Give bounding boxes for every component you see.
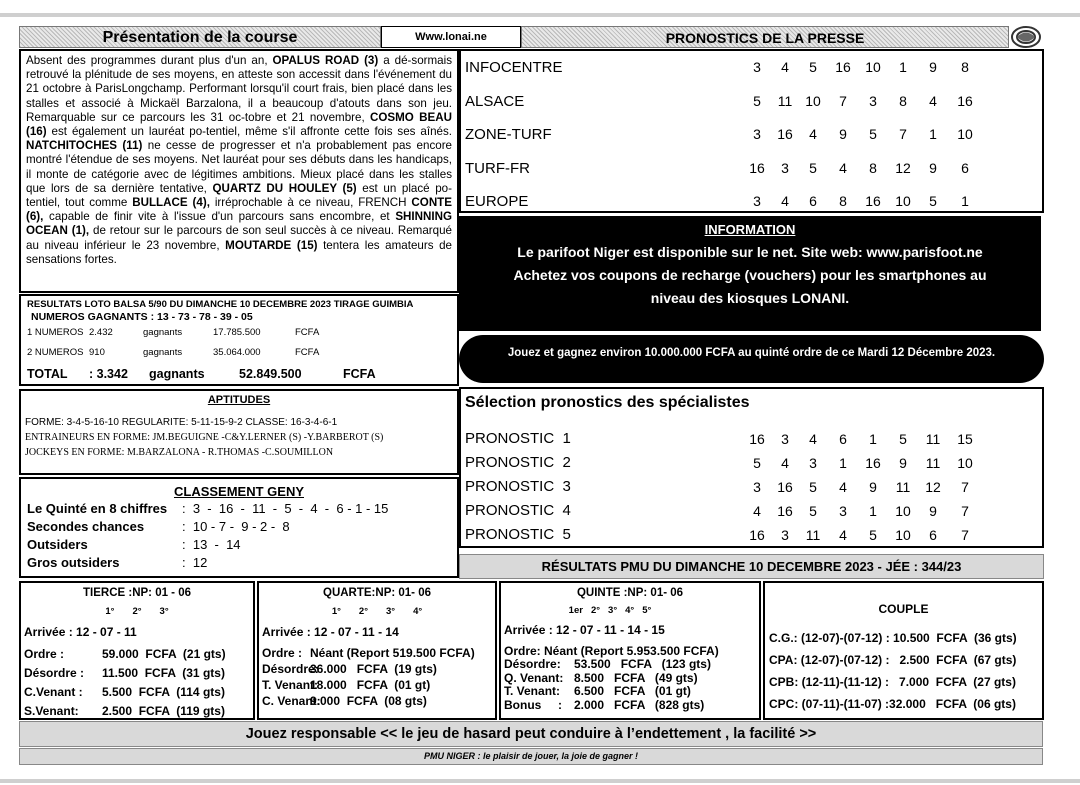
- specialist-row: [465, 451, 1038, 475]
- aptitudes-line-forme: FORME: 3-4-5-16-10 REGULARITE: 5-11-15-9-2 CLASSE: 16-3-4-6-1: [25, 417, 338, 428]
- press-title: PRONOSTICS DE LA PRESSE: [665, 30, 865, 46]
- loto-cur: FCFA: [295, 327, 320, 338]
- presentation-text: [26, 54, 452, 267]
- result-row: [504, 685, 756, 699]
- press-number: 3: [753, 126, 761, 142]
- result-row: [262, 677, 492, 693]
- specialist-row: [465, 475, 1038, 499]
- specialist-number: 3: [839, 503, 847, 519]
- quinte-places: [504, 601, 716, 621]
- loto-box: [19, 294, 459, 386]
- loto-title: RESULTATS LOTO BALSA 5/90 DU DIMANCHE 10 DECEMBRE 2023 TIRAGE GUIMBIA: [27, 299, 414, 310]
- press-number: 16: [865, 193, 881, 209]
- loto-label: 2 NUMEROS: [27, 347, 84, 358]
- loto-rows: [27, 323, 451, 385]
- specialist-number: 9: [869, 479, 877, 495]
- press-number: 16: [777, 126, 793, 142]
- specialists-box: [459, 387, 1044, 548]
- horse-name: BULLACE (4),: [132, 196, 210, 210]
- loto-word: gagnants: [149, 367, 205, 381]
- information-title: INFORMATION: [704, 222, 796, 237]
- specialist-number: 10: [957, 455, 973, 471]
- loto-count: 2.432: [89, 327, 113, 338]
- quinte-rows: [504, 658, 756, 712]
- press-rows: [465, 51, 1038, 219]
- responsible-bar: [19, 721, 1043, 747]
- press-row: [465, 85, 1038, 119]
- quinte-title: QUINTE :NP: 01- 06: [576, 587, 684, 599]
- press-number: 1: [961, 193, 969, 209]
- press-name: TURF-FR: [465, 159, 530, 177]
- result-label: T. Venant:: [262, 678, 319, 692]
- result-value: Néant (Report 519.500 FCFA): [310, 646, 475, 660]
- geny-row: [27, 500, 451, 518]
- presentation-box: [19, 49, 459, 293]
- presentation-header: [19, 26, 381, 48]
- press-row: [465, 152, 1038, 186]
- loto-row: [27, 343, 451, 363]
- result-label: C.Venant :: [24, 685, 83, 699]
- slogan-text: PMU NIGER : le plaisir de jouer, la joie de gagner !: [423, 751, 639, 761]
- loto-count: : 3.342: [89, 367, 128, 381]
- specialist-number: 1: [869, 503, 877, 519]
- place-label: 1er: [568, 605, 583, 616]
- place-label: 4°: [625, 605, 635, 616]
- press-number: 9: [929, 159, 937, 176]
- loto-label: 1 NUMEROS: [27, 327, 84, 338]
- geny-row: [27, 518, 451, 536]
- specialist-number: 5: [899, 431, 907, 447]
- specialist-number: 6: [929, 527, 937, 543]
- geny-value: : 12: [182, 555, 208, 570]
- press-number: 9: [929, 59, 937, 75]
- specialist-number: 10: [895, 527, 911, 543]
- specialist-row: [465, 499, 1038, 523]
- jackpot-text: Jouez et gagnez environ 10.000.000 FCFA au quinté ordre de ce Mardi 12 Décembre 2023.: [507, 347, 996, 359]
- presentation-segment: capable de finir vite à l'issue d'un parcours sans encombre, et: [43, 210, 396, 224]
- press-number: 5: [929, 193, 937, 209]
- specialist-number: 4: [839, 527, 847, 543]
- result-value: 2.500 FCFA (119 gts): [102, 704, 225, 718]
- press-number: 4: [781, 193, 789, 209]
- result-value: 11.500 FCFA (31 gts): [102, 666, 225, 680]
- horse-name: QUARTZ DU HOULEY (5): [212, 181, 357, 195]
- result-value: 53.500 FCFA (123 gts): [574, 657, 711, 671]
- slogan-bar: [19, 748, 1043, 765]
- couple-box: [763, 581, 1044, 720]
- specialist-number: 7: [961, 527, 969, 543]
- press-number: 16: [835, 59, 851, 75]
- loto-total-row: [27, 363, 451, 385]
- specialist-number: 3: [809, 455, 817, 471]
- site-box: [381, 26, 521, 48]
- specialist-number: 5: [869, 527, 877, 543]
- specialist-number: 6: [839, 431, 847, 447]
- specialist-number: 3: [781, 527, 789, 543]
- specialist-number: 4: [753, 503, 761, 519]
- aptitudes-box: [19, 389, 459, 475]
- press-number: 6: [809, 193, 817, 209]
- pmu-results-title: RÉSULTATS PMU DU DIMANCHE 10 DECEMBRE 2023 - JÉE : 344/23: [541, 559, 962, 574]
- result-label: T. Venant:: [504, 684, 561, 698]
- specialist-number: 16: [865, 455, 881, 471]
- press-number: 4: [839, 159, 847, 176]
- couple-rows: [769, 627, 1038, 715]
- geny-row: [27, 554, 451, 572]
- result-label: Désordre :: [24, 666, 85, 680]
- specialist-number: 5: [809, 479, 817, 495]
- result-label: Q. Venant:: [504, 670, 564, 685]
- loto-amount: 35.064.000: [213, 347, 261, 358]
- press-number: 4: [929, 92, 937, 109]
- result-row: [262, 693, 492, 709]
- tierce-rows: [24, 645, 250, 721]
- couple-row: CPC: (07-11)-(11-07) :32.000 FCFA (06 gts): [769, 697, 1016, 711]
- place-label: 1°: [105, 606, 115, 617]
- specialist-number: 5: [753, 455, 761, 471]
- geny-box: [19, 477, 459, 578]
- information-line-2: Achetez vos coupons de recharge (vouchers) pour les smartphones au: [513, 267, 987, 283]
- horse-name: CONTE (6),: [26, 196, 452, 224]
- press-number: 8: [961, 59, 969, 75]
- top-rule: [0, 13, 1080, 17]
- press-number: 1: [899, 59, 907, 75]
- specialist-number: 7: [961, 503, 969, 519]
- specialist-number: 9: [929, 503, 937, 519]
- press-header: [521, 26, 1009, 48]
- place-label: 2°: [132, 606, 142, 617]
- tierce-places: [24, 601, 250, 623]
- specialist-name: PRONOSTIC 3: [465, 478, 571, 495]
- quarte-rows: [262, 645, 492, 709]
- lonani-logo-icon: [1010, 25, 1042, 49]
- result-value: 8.500 FCFA (49 gts): [574, 670, 698, 685]
- specialists-title: Sélection pronostics des spécialistes: [465, 394, 750, 411]
- press-number: 5: [753, 92, 761, 109]
- result-value: 18.000 FCFA (01 gt): [310, 678, 431, 692]
- tierce-box: [19, 581, 255, 720]
- specialist-number: 3: [753, 479, 761, 495]
- specialist-number: 11: [925, 455, 941, 471]
- result-row: [262, 661, 492, 677]
- couple-title: COUPLE: [878, 602, 929, 616]
- press-number: 7: [899, 126, 907, 142]
- press-number: 5: [809, 59, 817, 75]
- specialist-number: 9: [899, 455, 907, 471]
- geny-value: : 3 - 16 - 11 - 5 - 4 - 6 - 1 - 15: [182, 501, 389, 516]
- information-line-3: niveau des kiosques LONANI.: [650, 290, 850, 306]
- specialist-number: 11: [895, 479, 911, 495]
- presentation-segment: est un placé po-tentiel, tout comme: [26, 181, 452, 210]
- specialist-number: 4: [781, 455, 789, 471]
- presentation-segment: tentera les amateurs de sensations fortes.: [26, 238, 452, 266]
- result-row: [24, 683, 250, 702]
- specialist-number: 11: [925, 431, 941, 447]
- quinte-box: [499, 581, 761, 720]
- specialist-name: PRONOSTIC 1: [465, 430, 571, 447]
- quinte-ordre: Ordre: Néant (Report 5.953.500 FCFA): [504, 644, 719, 658]
- couple-row: CPB: (12-11)-(11-12) : 7.000 FCFA (27 gts): [769, 675, 1016, 689]
- quarte-arrivee: Arrivée : 12 - 07 - 11 - 14: [262, 625, 399, 639]
- press-number: 10: [805, 92, 821, 109]
- result-value: 5.500 FCFA (114 gts): [102, 685, 225, 699]
- geny-label: Outsiders: [27, 537, 88, 552]
- quinte-arrivee: Arrivée : 12 - 07 - 11 - 14 - 15: [504, 623, 665, 637]
- place-label: 5°: [642, 605, 652, 616]
- specialist-number: 16: [749, 527, 765, 543]
- press-name: ALSACE: [465, 92, 525, 110]
- place-label: 3°: [159, 606, 169, 617]
- presentation-segment: Absent des programmes durant plus d'un an,: [26, 54, 273, 67]
- specialist-name: PRONOSTIC 2: [465, 454, 571, 471]
- result-label: Ordre :: [262, 646, 303, 660]
- specialists-rows: [465, 427, 1038, 547]
- press-number: 6: [961, 159, 969, 176]
- specialist-number: 3: [781, 431, 789, 447]
- loto-amount: 52.849.500: [239, 367, 302, 381]
- press-number: 4: [781, 59, 789, 75]
- press-number: 3: [869, 92, 877, 109]
- result-value: 6.500 FCFA (01 gt): [574, 684, 691, 698]
- loto-row: [27, 323, 451, 343]
- jackpot-banner: [459, 335, 1044, 383]
- press-name: INFOCENTRE: [465, 59, 563, 76]
- press-number: 10: [865, 59, 881, 75]
- press-number: 8: [869, 159, 877, 176]
- press-row: [465, 118, 1038, 152]
- specialist-number: 5: [809, 503, 817, 519]
- quarte-title: QUARTE:NP: 01- 06: [323, 587, 431, 599]
- information-line-1: Le parifoot Niger est disponible sur le net. Site web: www.parisfoot.ne: [517, 244, 983, 260]
- press-number: 10: [957, 126, 973, 142]
- aptitudes-line-jockeys: JOCKEYS EN FORME: M.BARZALONA - R.THOMAS -C.SOUMILLON: [25, 447, 334, 458]
- specialist-number: 16: [777, 479, 793, 495]
- press-number: 12: [895, 159, 911, 176]
- press-number: 3: [781, 159, 789, 176]
- press-number: 8: [839, 193, 847, 209]
- press-number: 16: [957, 92, 973, 109]
- loto-word: gagnants: [143, 347, 183, 358]
- specialist-number: 12: [925, 479, 941, 495]
- place-label: 4°: [413, 606, 423, 617]
- quarte-box: [257, 581, 497, 720]
- pmu-results-bar: [459, 554, 1044, 579]
- site-link[interactable]: Www.lonai.ne: [415, 31, 487, 43]
- specialist-number: 1: [869, 431, 877, 447]
- information-box: [459, 216, 1041, 331]
- couple-row: C.G.: (12-07)-(07-12) : 10.500 FCFA (36 gts): [769, 631, 1017, 645]
- tierce-arrivee: Arrivée : 12 - 07 - 11: [24, 625, 137, 639]
- horse-name: SHINNING OCEAN (1),: [26, 210, 452, 238]
- horse-name: OPALUS ROAD (3): [272, 54, 379, 67]
- place-label: 2°: [590, 605, 601, 616]
- loto-label: TOTAL: [27, 367, 68, 381]
- result-value: 2.000 FCFA (828 gts): [574, 697, 705, 712]
- aptitudes-title: APTITUDES: [207, 394, 271, 406]
- press-number: 3: [753, 193, 761, 209]
- press-number: 8: [899, 92, 907, 109]
- specialist-number: 15: [957, 431, 973, 447]
- presentation-segment: ne cesse de progresser et n'a probablement pas encore montré l'étendue de ses moyens. Net lauréat pour ses débuts dans les handicaps, il monte de catégorie avec de légitimes ambitions. Mieux placé dans les stalles que lors de sa dernière tentative,: [26, 139, 453, 195]
- place-label: 3°: [386, 606, 396, 617]
- result-value: 59.000 FCFA (21 gts): [102, 647, 226, 661]
- press-box: [459, 49, 1044, 213]
- geny-value: : 13 - 14: [182, 537, 241, 552]
- press-number: 3: [753, 59, 761, 75]
- geny-rows: [27, 500, 451, 572]
- place-label: 3°: [608, 605, 618, 616]
- result-row: [24, 645, 250, 664]
- result-label: Désordre:: [262, 662, 319, 676]
- press-number: 4: [809, 126, 817, 142]
- press-row: [465, 185, 1038, 219]
- presentation-segment: de retour sur le parcours de son seul succès à ce niveau. Remarqué au niveau inférieur le 23 novembre,: [26, 224, 452, 252]
- result-label: Désordre:: [504, 657, 561, 671]
- press-number: 10: [895, 193, 911, 209]
- couple-row: CPA: (12-07)-(07-12) : 2.500 FCFA (67 gts): [769, 653, 1017, 667]
- press-number: 7: [839, 92, 847, 109]
- presentation-segment: irréprochable à ce niveau, FRENCH: [209, 196, 412, 210]
- result-row: [504, 672, 756, 686]
- press-number: 1: [929, 126, 937, 142]
- presentation-title: Présentation de la course: [102, 29, 298, 46]
- bottom-rule: [0, 779, 1080, 783]
- horse-name: NATCHITOCHES (11): [26, 139, 143, 153]
- specialist-row: [465, 427, 1038, 451]
- press-number: 5: [869, 126, 877, 142]
- specialist-number: 4: [809, 431, 817, 447]
- result-row: [24, 664, 250, 683]
- place-label: 2°: [358, 606, 368, 617]
- place-label: 1°: [331, 606, 341, 617]
- horse-name: MOUTARDE (15): [225, 238, 318, 252]
- loto-word: gagnants: [143, 327, 183, 338]
- presentation-segment: est également un lauréat po-tentiel, même s'il affronte cette fois ses aînés.: [46, 125, 452, 139]
- result-label: S.Venant:: [24, 704, 79, 718]
- loto-numbers: NUMEROS GAGNANTS : 13 - 73 - 78 - 39 - 05: [31, 311, 253, 323]
- specialist-name: PRONOSTIC 5: [465, 526, 571, 543]
- press-number: 5: [809, 159, 817, 176]
- horse-name: COSMO BEAU (16): [26, 110, 453, 139]
- result-row: [262, 645, 492, 661]
- press-number: 16: [749, 159, 765, 176]
- specialist-number: 16: [749, 431, 765, 447]
- specialist-number: 11: [805, 527, 821, 543]
- result-value: 9.000 FCFA (08 gts): [310, 694, 427, 708]
- result-label: Ordre :: [24, 647, 65, 661]
- result-label: Bonus :: [504, 697, 562, 712]
- quarte-places: [262, 601, 492, 623]
- specialist-number: 16: [777, 503, 793, 519]
- loto-cur: FCFA: [295, 347, 320, 358]
- geny-value: : 10 - 7 - 9 - 2 - 8: [182, 519, 290, 534]
- specialist-number: 10: [895, 503, 911, 519]
- geny-label: Gros outsiders: [27, 555, 120, 570]
- geny-label: Secondes chances: [27, 519, 145, 534]
- specialist-number: 1: [839, 455, 847, 471]
- loto-amount: 17.785.500: [213, 327, 261, 338]
- press-number: 11: [777, 92, 793, 109]
- press-name: ZONE-TURF: [465, 126, 552, 143]
- result-row: [24, 702, 250, 721]
- press-name: EUROPE: [465, 193, 529, 210]
- loto-count: 910: [89, 347, 105, 358]
- specialist-row: [465, 523, 1038, 547]
- specialist-number: 7: [961, 479, 969, 495]
- geny-title: CLASSEMENT GENY: [173, 484, 304, 499]
- geny-row: [27, 536, 451, 554]
- presentation-segment: a dé-sormais retrouvé la plénitude de ses moyens, en atteste son accessit dans l'événement du 21 octobre à ParisLongchamp. Performant lorsqu'il court frais, bien placé dans les stalles et associé à Mickaël Barzalona, il a beaucoup d'atouts dans son jeu. Remarquable sur ce parcours les 31 oc-tobre et 21 novembre,: [26, 54, 452, 124]
- aptitudes-line-entraineurs: ENTRAINEURS EN FORME: JM.BEGUIGNE -C&Y.LERNER (S) -Y.BARBEROT (S): [25, 432, 384, 443]
- loto-cur: FCFA: [343, 367, 376, 381]
- result-row: [504, 658, 756, 672]
- specialist-name: PRONOSTIC 4: [465, 502, 571, 519]
- geny-label: Le Quinté en 8 chiffres: [27, 501, 168, 516]
- press-number: 9: [839, 126, 847, 142]
- press-row: [465, 51, 1038, 85]
- responsible-text: Jouez responsable << le jeu de hasard peut conduire à l’endettement , la facilité >>: [245, 726, 817, 742]
- result-value: 36.000 FCFA (19 gts): [310, 662, 437, 676]
- result-row: [504, 699, 756, 713]
- tierce-title: TIERCE :NP: 01 - 06: [83, 587, 191, 599]
- result-label: C. Venant:: [262, 694, 321, 708]
- specialist-number: 4: [839, 479, 847, 495]
